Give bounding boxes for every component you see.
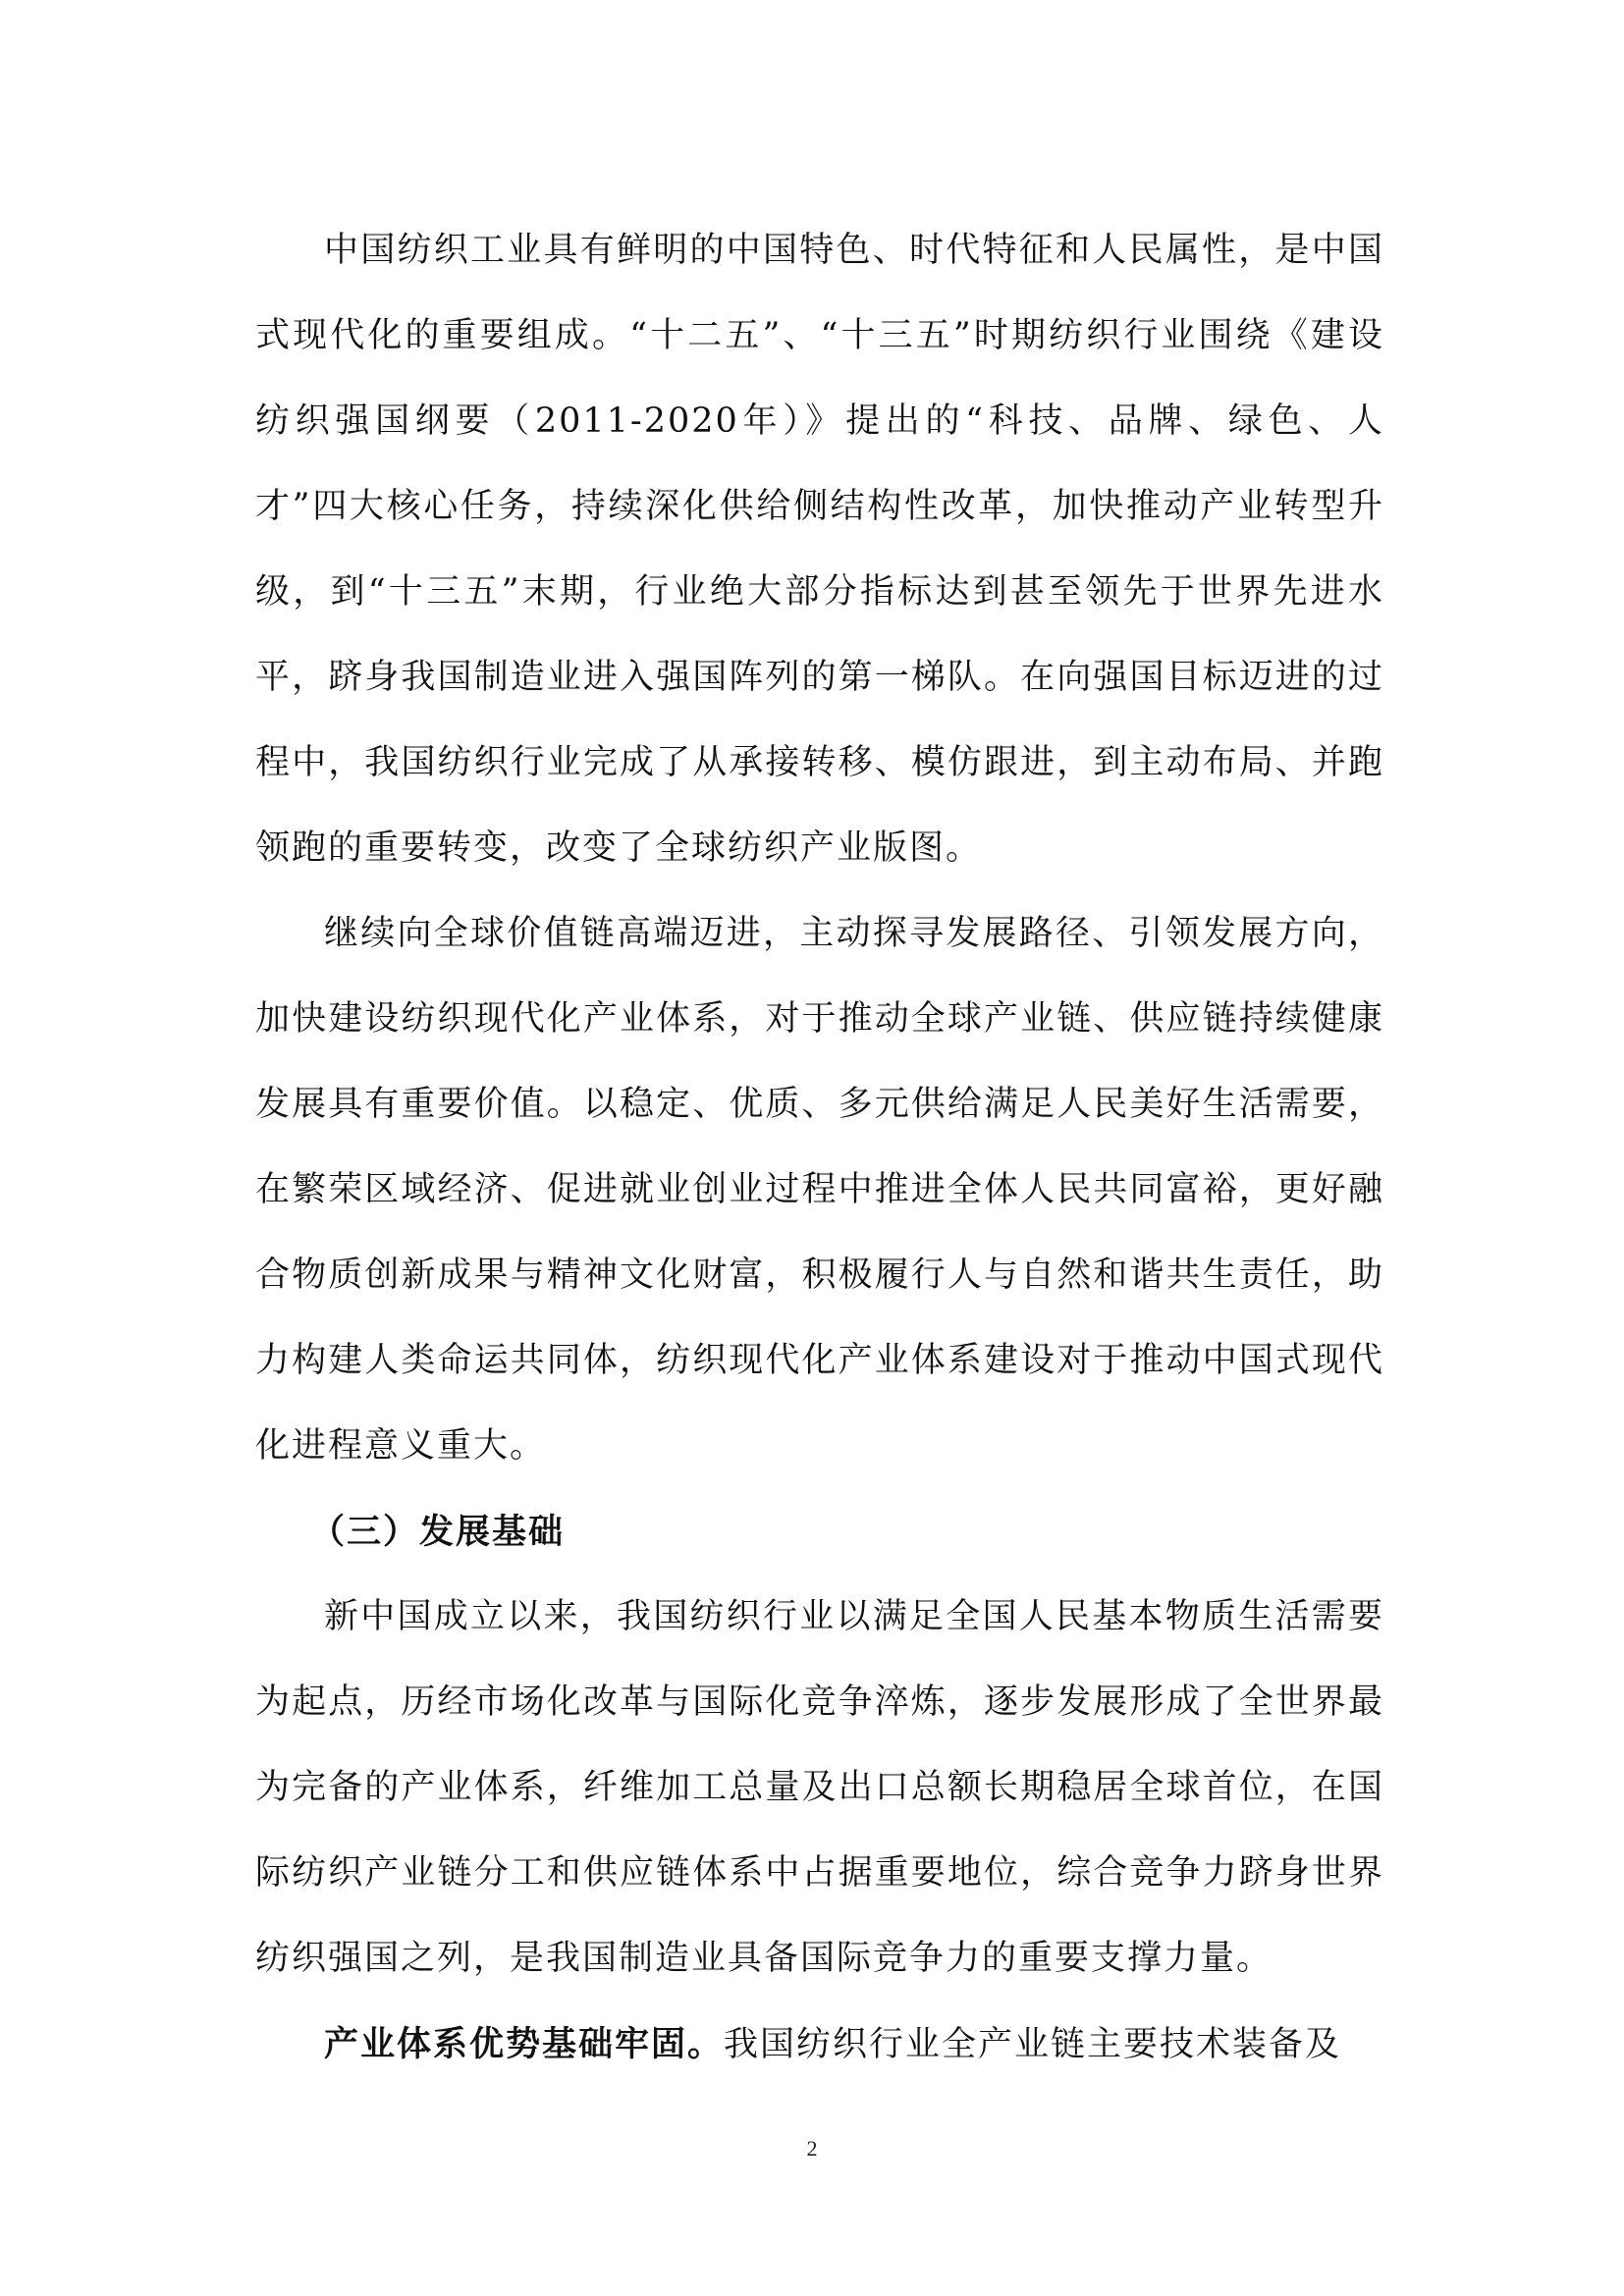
paragraph-lead-bold: 产业体系优势基础牢固。 [324, 2024, 725, 2064]
paragraph-continuation: 我国纺织行业全产业链主要技术装备及 [724, 2025, 1342, 2064]
document-body [255, 208, 1384, 2088]
section-heading-development-foundation: （三）发展基础 [310, 1512, 566, 1552]
paragraph-value-chain: 继续向全球价值链高端迈进，主动探寻发展路径、引领发展方向，加快建设纺织现代化产业体系，对于推动全球产业链、供应链持续健康发展具有重要价值。以稳定、优质、多元供给满足人民美好生活需要，在繁荣区域经济、促进就业创业过程中推进全体人民共同富裕，更好融合物质创新成果与精神文化财富，积极履行人与自然和谐共生责任，助力构建人类命运共同体，纺织现代化产业体系建设对于推动中国式现代化进程意义重大。 [255, 914, 1384, 1466]
page-number: 2 [806, 2136, 818, 2161]
paragraph-textile-industry-overview: 中国纺织工业具有鲜明的中国特色、时代特征和人民属性，是中国式现代化的重要组成。“十二五”、“十三五”时期纺织行业围绕《建设纺织强国纲要（2011-2020年）》提出的“科技、品牌、绿色、人才”四大核心任务，持续深化供给侧结构性改革，加快推动产业转型升级，到“十三五”末期，行业绝大部分指标达到甚至领先于世界先进水平，跻身我国制造业进入强国阵列的第一梯队。在向强国目标迈进的过程中，我国纺织行业完成了从承接转移、模仿跟进，到主动布局、并跑领跑的重要转变，改变了全球纺织产业版图。 [255, 231, 1384, 868]
paragraph-industrial-system [255, 2002, 1384, 2088]
paragraph-development-history: 新中国成立以来，我国纺织行业以满足全国人民基本物质生活需要为起点，历经市场化改革与国际化竞争淬炼，逐步发展形成了全世界最为完备的产业体系，纤维加工总量及出口总额长期稳居全球首位，在国际纺织产业链分工和供应链体系中占据重要地位，综合竞争力跻身世界纺织强国之列，是我国制造业具备国际竞争力的重要支撑力量。 [255, 1597, 1384, 1978]
